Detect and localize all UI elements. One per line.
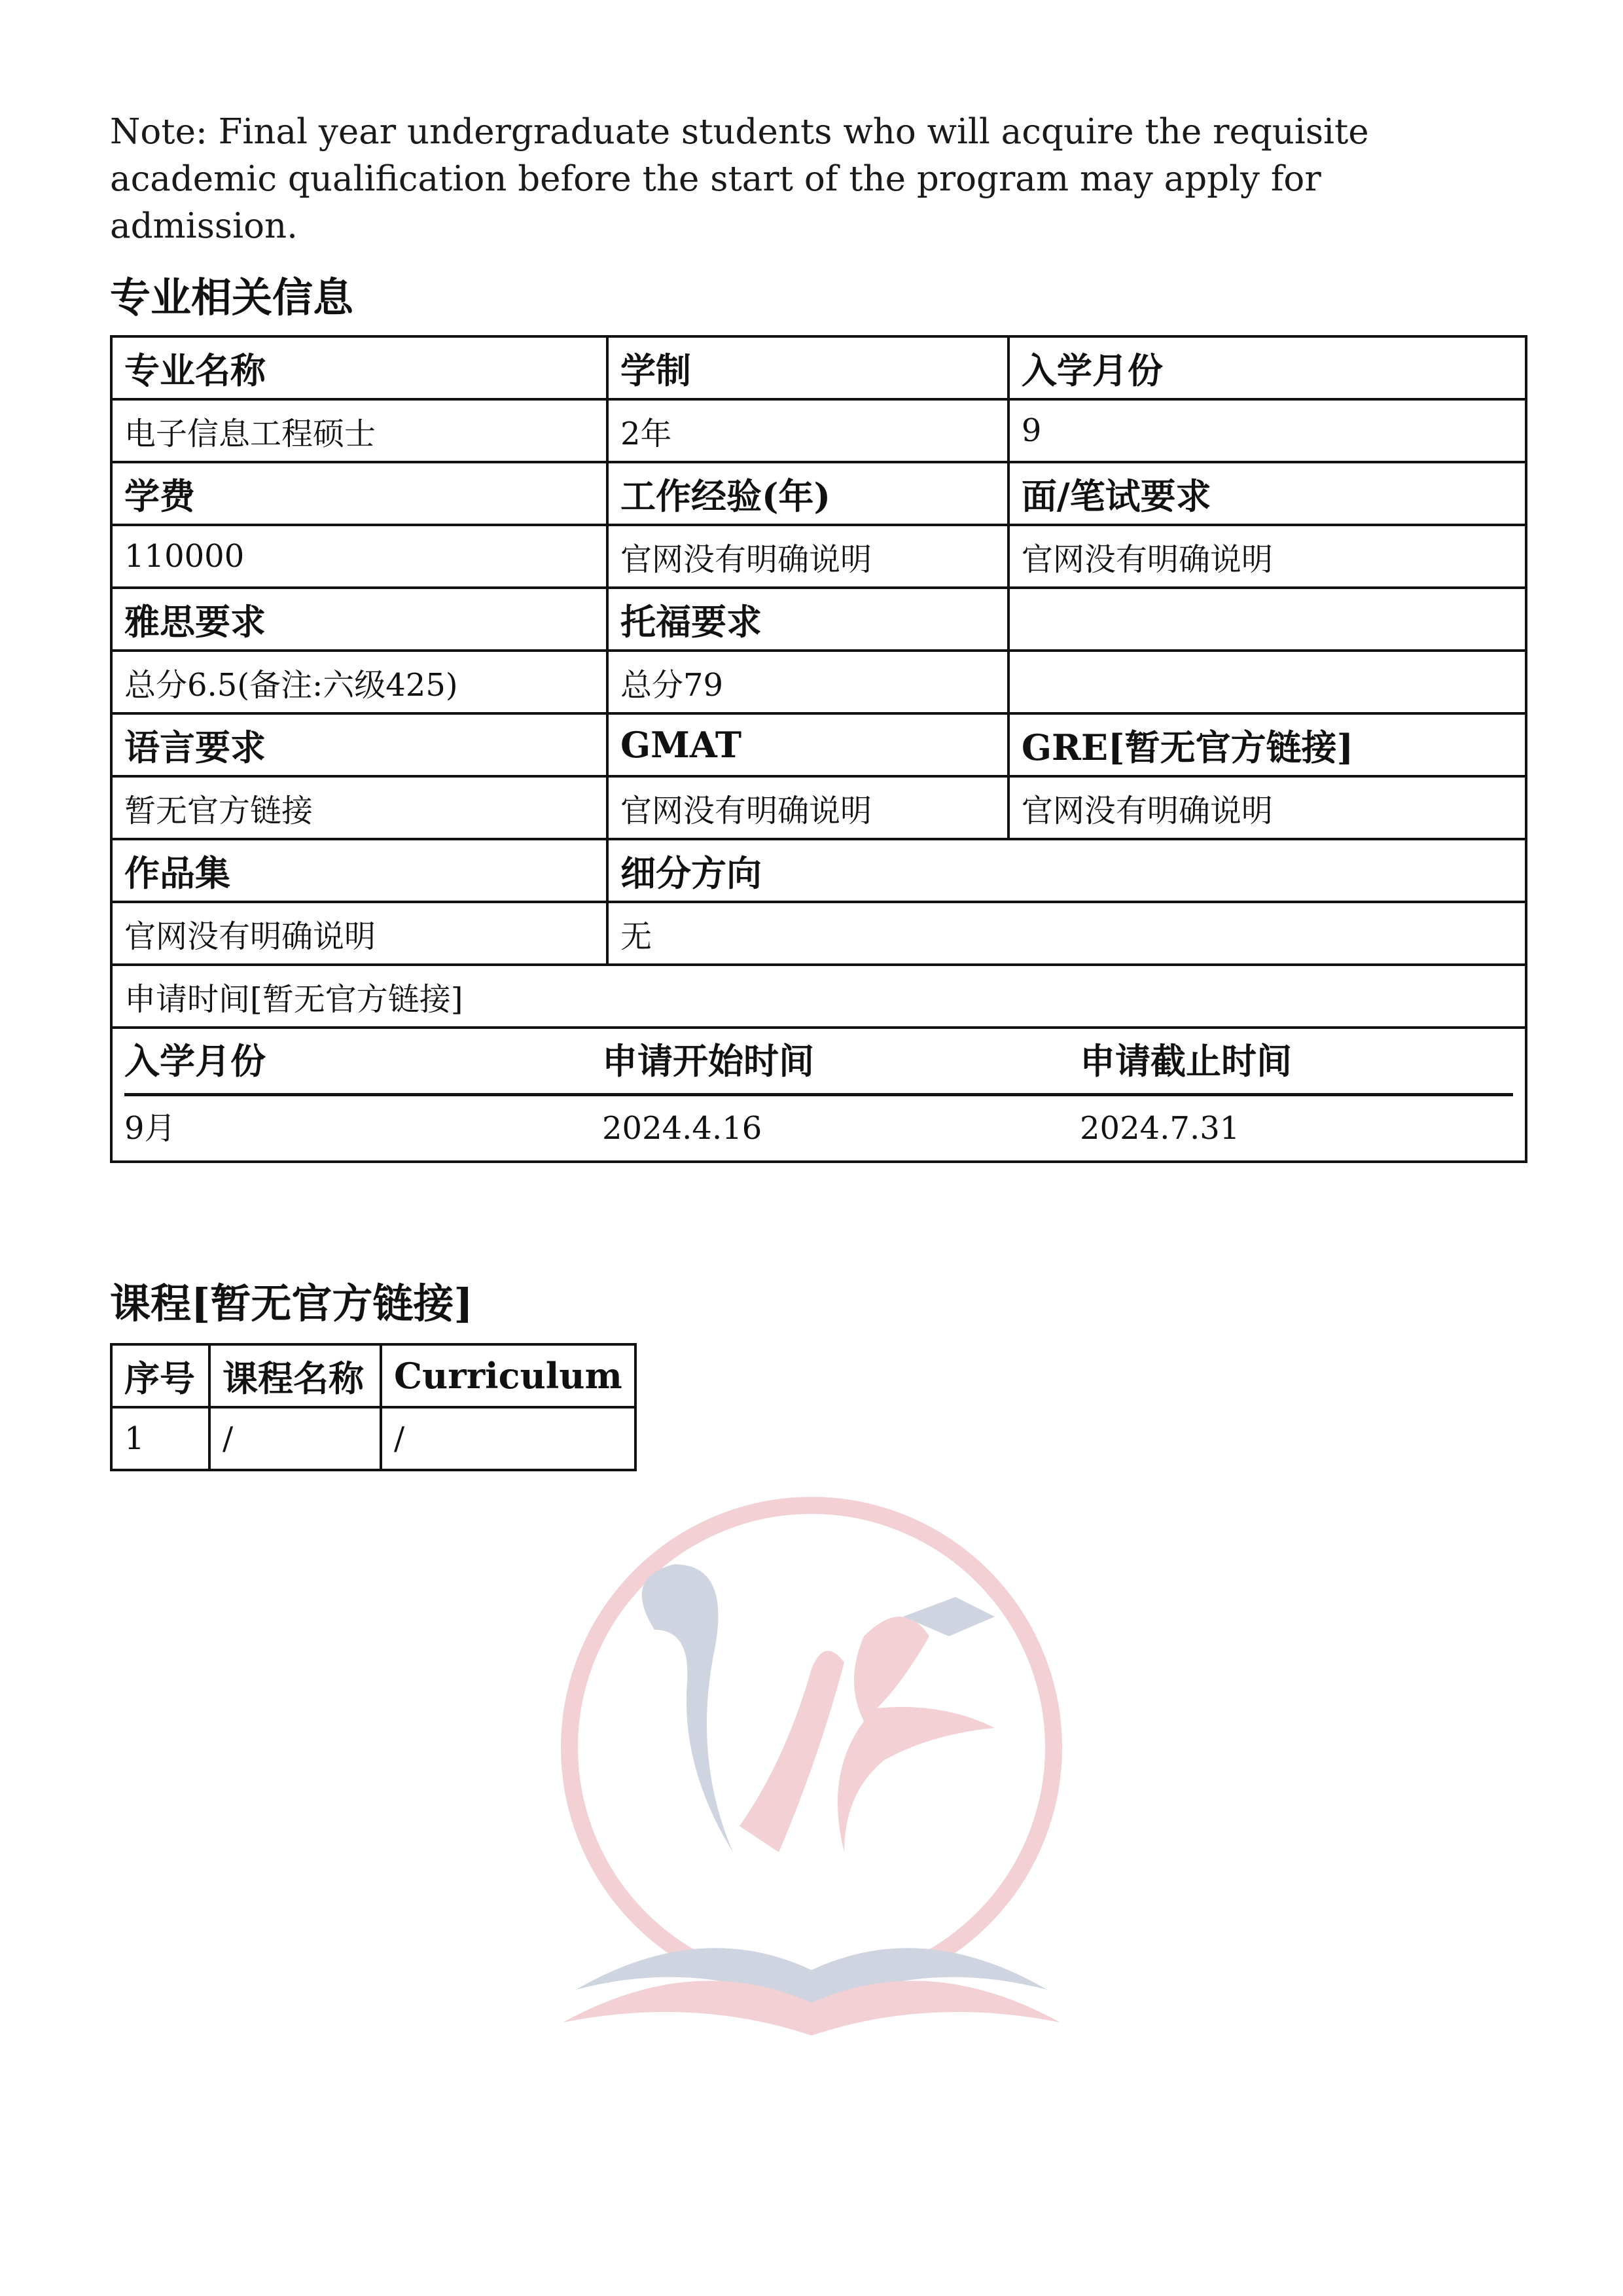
- program-info-table: [110, 335, 1527, 1163]
- course-curriculum: /: [381, 1407, 635, 1470]
- table-row: [111, 902, 1526, 965]
- header-interview: 面/笔试要求: [1008, 462, 1526, 525]
- course-index: 1: [111, 1407, 209, 1470]
- table-row: [111, 525, 1526, 588]
- application-headers: [124, 1029, 1513, 1096]
- header-work-experience: 工作经验(年): [607, 462, 1008, 525]
- table-row: [111, 462, 1526, 525]
- application-time-label: 申请时间[暂无官方链接]: [111, 965, 1526, 1028]
- table-row: [111, 399, 1526, 462]
- course-header-index: 序号: [111, 1344, 209, 1407]
- watermark-logo-icon: [537, 1486, 1086, 2049]
- value-direction: 无: [607, 902, 1526, 965]
- header-major-name: 专业名称: [111, 336, 607, 399]
- table-row: [111, 1407, 635, 1470]
- table-row: [111, 1028, 1526, 1162]
- header-empty: [1008, 588, 1526, 651]
- table-row: [111, 1344, 635, 1407]
- header-tuition: 学费: [111, 462, 607, 525]
- header-direction: 细分方向: [607, 839, 1526, 902]
- course-header-curriculum: Curriculum: [381, 1344, 635, 1407]
- table-row: [111, 776, 1526, 839]
- table-row: [111, 336, 1526, 399]
- value-duration: 2年: [607, 399, 1008, 462]
- value-gre: 官网没有明确说明: [1008, 776, 1526, 839]
- admission-note: Note: Final year undergraduate students who will acquire the requisite academic qualification before the start of the program may apply for admission.: [110, 112, 1369, 246]
- app-header-intake: 入学月份: [124, 1040, 266, 1082]
- table-row: [111, 651, 1526, 713]
- value-interview: 官网没有明确说明: [1008, 525, 1526, 588]
- value-intake-month: 9: [1008, 399, 1526, 462]
- header-toefl: 托福要求: [607, 588, 1008, 651]
- value-gmat: 官网没有明确说明: [607, 776, 1008, 839]
- header-gmat: GMAT: [607, 713, 1008, 776]
- header-portfolio: 作品集: [111, 839, 607, 902]
- table-row: [111, 713, 1526, 776]
- header-gre: GRE[暂无官方链接]: [1008, 713, 1526, 776]
- value-ielts: 总分6.5(备注:六级425): [111, 651, 607, 713]
- course-title: 课程[暂无官方链接]: [110, 1280, 473, 1327]
- course-header-name: 课程名称: [209, 1344, 381, 1407]
- header-language: 语言要求: [111, 713, 607, 776]
- value-toefl: 总分79: [607, 651, 1008, 713]
- application-dates: [111, 1028, 1526, 1162]
- table-row: [111, 839, 1526, 902]
- header-intake-month: 入学月份: [1008, 336, 1526, 399]
- course-table: [110, 1343, 637, 1471]
- app-header-deadline: 申请截止时间: [1080, 1040, 1292, 1082]
- header-duration: 学制: [607, 336, 1008, 399]
- program-info-title: 专业相关信息: [110, 274, 354, 321]
- header-ielts: 雅思要求: [111, 588, 607, 651]
- value-portfolio: 官网没有明确说明: [111, 902, 607, 965]
- table-row: [111, 965, 1526, 1028]
- app-value-deadline: 2024.7.31: [1080, 1110, 1240, 1147]
- course-name: /: [209, 1407, 381, 1470]
- value-tuition: 110000: [111, 525, 607, 588]
- value-work-experience: 官网没有明确说明: [607, 525, 1008, 588]
- value-major-name: 电子信息工程硕士: [111, 399, 607, 462]
- application-values: [124, 1096, 1513, 1160]
- value-empty: [1008, 651, 1526, 713]
- app-value-start: 2024.4.16: [602, 1110, 762, 1147]
- value-language: 暂无官方链接: [111, 776, 607, 839]
- table-row: [111, 588, 1526, 651]
- app-header-start: 申请开始时间: [602, 1040, 814, 1082]
- app-value-intake: 9月: [124, 1110, 176, 1147]
